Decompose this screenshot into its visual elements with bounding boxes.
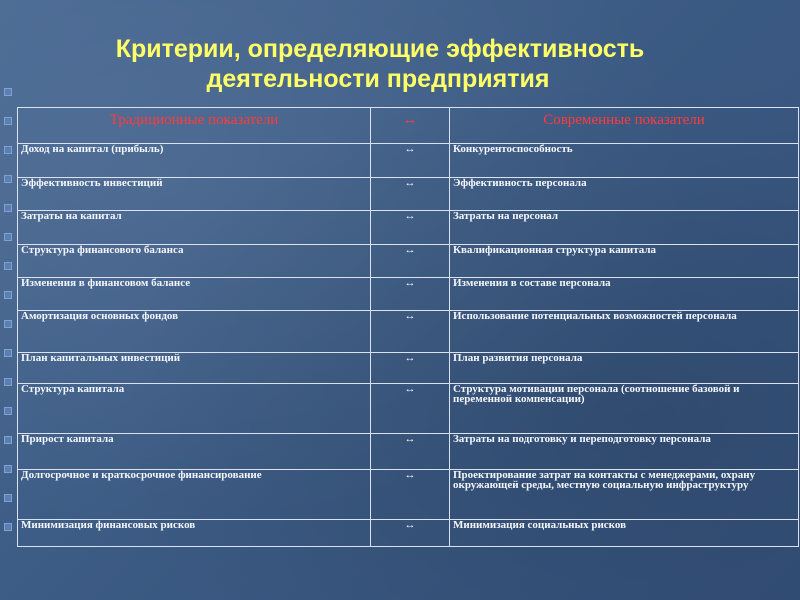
arrow-cell: ↔ bbox=[371, 245, 450, 278]
square-bullet-icon bbox=[4, 117, 12, 125]
modern-cell: План развития персонала bbox=[450, 353, 799, 384]
square-bullet-icon bbox=[4, 291, 12, 299]
modern-cell: Эффективность персонала bbox=[450, 178, 799, 211]
square-bullet-icon bbox=[4, 262, 12, 270]
traditional-cell: Долгосрочное и краткосрочное финансирование bbox=[18, 470, 371, 520]
traditional-cell: Доход на капитал (прибыль) bbox=[18, 144, 371, 178]
arrow-cell: ↔ bbox=[371, 520, 450, 547]
traditional-cell: Изменения в финансовом балансе bbox=[18, 278, 371, 311]
square-bullet-icon bbox=[4, 523, 12, 531]
table-row bbox=[18, 353, 799, 384]
traditional-cell: Структура капитала bbox=[18, 384, 371, 434]
modern-cell: Затраты на подготовку и переподготовку персонала bbox=[450, 434, 799, 470]
table-row bbox=[18, 144, 799, 178]
traditional-cell: Эффективность инвестиций bbox=[18, 178, 371, 211]
square-bullet-icon bbox=[4, 407, 12, 415]
modern-cell: Проектирование затрат на контакты с менеджерами, охрану окружающей среды, местную социальную инфраструктуру bbox=[450, 470, 799, 520]
arrow-cell: ↔ bbox=[371, 434, 450, 470]
traditional-cell: Структура финансового баланса bbox=[18, 245, 371, 278]
modern-cell: Минимизация социальных рисков bbox=[450, 520, 799, 547]
header-arrow: ↔ bbox=[371, 108, 450, 144]
square-bullet-icon bbox=[4, 349, 12, 357]
slide-title-line-1: Критерии, определяющие эффективность bbox=[115, 35, 645, 63]
arrow-cell: ↔ bbox=[371, 144, 450, 178]
square-bullet-icon bbox=[4, 320, 12, 328]
traditional-cell: Прирост капитала bbox=[18, 434, 371, 470]
slide-title-line-2: деятельности предприятия bbox=[206, 65, 550, 93]
modern-cell: Структура мотивации персонала (соотношение базовой и переменной компенсации) bbox=[450, 384, 799, 434]
square-bullet-icon bbox=[4, 494, 12, 502]
square-bullet-icon bbox=[4, 436, 12, 444]
arrow-cell: ↔ bbox=[371, 211, 450, 245]
arrow-cell: ↔ bbox=[371, 353, 450, 384]
table-row bbox=[18, 384, 799, 434]
table-row bbox=[18, 211, 799, 245]
square-bullet-icon bbox=[4, 175, 12, 183]
arrow-cell: ↔ bbox=[371, 470, 450, 520]
table-row bbox=[18, 278, 799, 311]
table-row bbox=[18, 434, 799, 470]
modern-cell: Квалификационная структура капитала bbox=[450, 245, 799, 278]
arrow-cell: ↔ bbox=[371, 384, 450, 434]
table-row bbox=[18, 178, 799, 211]
table-row bbox=[18, 520, 799, 547]
traditional-cell: Минимизация финансовых рисков bbox=[18, 520, 371, 547]
square-bullet-icon bbox=[4, 204, 12, 212]
traditional-cell: План капитальных инвестиций bbox=[18, 353, 371, 384]
modern-cell: Использование потенциальных возможностей персонала bbox=[450, 311, 799, 353]
header-modern: Современные показатели bbox=[450, 108, 799, 144]
modern-cell: Изменения в составе персонала bbox=[450, 278, 799, 311]
arrow-cell: ↔ bbox=[371, 178, 450, 211]
modern-cell: Затраты на персонал bbox=[450, 211, 799, 245]
arrow-cell: ↔ bbox=[371, 278, 450, 311]
table-row bbox=[18, 311, 799, 353]
arrow-cell: ↔ bbox=[371, 311, 450, 353]
table-row bbox=[18, 245, 799, 278]
square-bullet-icon bbox=[4, 378, 12, 386]
table-header-row bbox=[18, 108, 799, 144]
criteria-table bbox=[17, 107, 799, 547]
square-bullet-icon bbox=[4, 146, 12, 154]
traditional-cell: Амортизация основных фондов bbox=[18, 311, 371, 353]
square-bullet-icon bbox=[4, 233, 12, 241]
traditional-cell: Затраты на капитал bbox=[18, 211, 371, 245]
modern-cell: Конкурентоспособность bbox=[450, 144, 799, 178]
table-row bbox=[18, 470, 799, 520]
square-bullet-icon bbox=[4, 465, 12, 473]
header-traditional: Традиционные показатели bbox=[18, 108, 371, 144]
